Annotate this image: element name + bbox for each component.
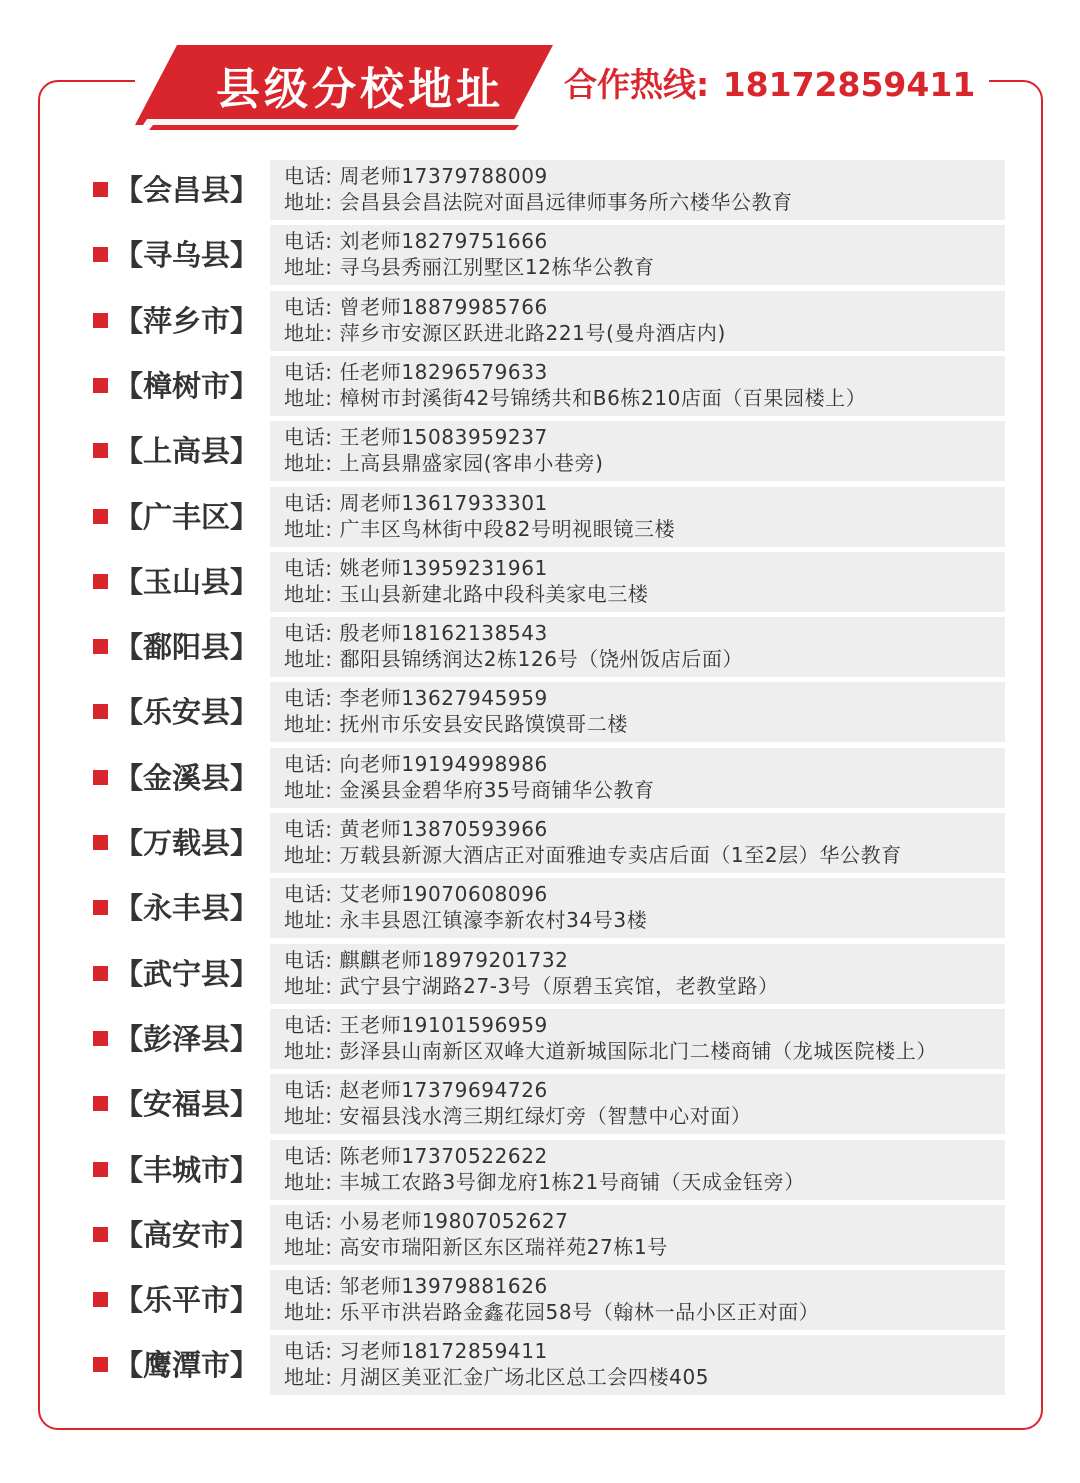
- phone-label: 电话:: [284, 164, 333, 188]
- phone-label: 电话:: [284, 295, 333, 319]
- branch-info: [270, 748, 1005, 808]
- list-item: [0, 552, 1080, 612]
- bullet-square-icon: [93, 247, 108, 262]
- title-banner: [135, 45, 565, 130]
- address-label: 地址:: [284, 712, 333, 736]
- county-name: 【高安市】: [114, 1218, 260, 1252]
- county-name: 【樟树市】: [114, 369, 260, 403]
- list-item: [0, 1205, 1080, 1265]
- address-value: 月湖区美亚汇金广场北区总工会四楼405: [339, 1365, 710, 1389]
- county-name: 【寻乌县】: [114, 238, 260, 272]
- county-name: 【乐平市】: [114, 1283, 260, 1317]
- address-line: [284, 1234, 1005, 1260]
- phone-line: [284, 490, 1005, 516]
- phone-label: 电话:: [284, 556, 333, 580]
- phone-line: [284, 1273, 1005, 1299]
- list-item: [0, 1335, 1080, 1395]
- address-line: [284, 581, 1005, 607]
- bullet-square-icon: [93, 1227, 108, 1242]
- county-name: 【乐安县】: [114, 695, 260, 729]
- branch-info: [270, 421, 1005, 481]
- address-label: 地址:: [284, 647, 333, 671]
- phone-label: 电话:: [284, 229, 333, 253]
- phone-line: [284, 359, 1005, 385]
- phone-value[interactable]: 向老师19194998986: [339, 752, 548, 776]
- list-item: [0, 356, 1080, 416]
- branch-info: [270, 487, 1005, 547]
- phone-line: [284, 947, 1005, 973]
- list-item: [0, 1009, 1080, 1069]
- address-label: 地址:: [284, 778, 333, 802]
- county-name: 【上高县】: [114, 434, 260, 468]
- phone-line: [284, 1012, 1005, 1038]
- bullet-square-icon: [93, 443, 108, 458]
- branch-info: [270, 682, 1005, 742]
- address-line: [284, 1364, 1005, 1390]
- bullet-square-icon: [93, 1096, 108, 1111]
- address-line: [284, 1299, 1005, 1325]
- hotline-number[interactable]: 18172859411: [722, 65, 976, 104]
- list-item: [0, 1140, 1080, 1200]
- address-label: 地址:: [284, 1170, 333, 1194]
- address-line: [284, 385, 1005, 411]
- phone-value[interactable]: 陈老师17370522622: [339, 1144, 548, 1168]
- address-label: 地址:: [284, 1235, 333, 1259]
- address-value: 乐平市洪岩路金鑫花园58号（翰林一品小区正对面）: [339, 1300, 820, 1324]
- phone-line: [284, 1338, 1005, 1364]
- phone-value[interactable]: 王老师15083959237: [339, 425, 548, 449]
- branch-info: [270, 813, 1005, 873]
- address-label: 地址:: [284, 1104, 333, 1128]
- branch-info: [270, 617, 1005, 677]
- list-item: [0, 291, 1080, 351]
- address-value: 彭泽县山南新区双峰大道新城国际北门二楼商铺（龙城医院楼上）: [339, 1039, 937, 1063]
- phone-line: [284, 1077, 1005, 1103]
- bullet-square-icon: [93, 704, 108, 719]
- bullet-square-icon: [93, 378, 108, 393]
- phone-value[interactable]: 王老师19101596959: [339, 1013, 548, 1037]
- address-line: [284, 516, 1005, 542]
- phone-value[interactable]: 习老师18172859411: [339, 1339, 548, 1363]
- list-item: [0, 225, 1080, 285]
- phone-value[interactable]: 刘老师18279751666: [339, 229, 548, 253]
- phone-value[interactable]: 周老师13617933301: [339, 491, 548, 515]
- address-line: [284, 1169, 1005, 1195]
- phone-line: [284, 881, 1005, 907]
- address-label: 地址:: [284, 451, 333, 475]
- county-name: 【金溪县】: [114, 761, 260, 795]
- branch-info: [270, 225, 1005, 285]
- branch-info: [270, 944, 1005, 1004]
- county-name: 【鹰潭市】: [114, 1348, 260, 1382]
- phone-line: [284, 620, 1005, 646]
- hotline: [550, 58, 989, 112]
- phone-label: 电话:: [284, 1274, 333, 1298]
- address-label: 地址:: [284, 974, 333, 998]
- phone-value[interactable]: 殷老师18162138543: [339, 621, 548, 645]
- address-line: [284, 1103, 1005, 1129]
- county-name: 【鄱阳县】: [114, 630, 260, 664]
- address-label: 地址:: [284, 1300, 333, 1324]
- address-value: 金溪县金碧华府35号商铺华公教育: [339, 778, 655, 802]
- list-item: [0, 748, 1080, 808]
- county-name: 【安福县】: [114, 1087, 260, 1121]
- phone-label: 电话:: [284, 1144, 333, 1168]
- address-line: [284, 254, 1005, 280]
- branch-info: [270, 1140, 1005, 1200]
- bullet-square-icon: [93, 966, 108, 981]
- bullet-square-icon: [93, 313, 108, 328]
- address-value: 永丰县恩江镇濠李新农村34号3楼: [339, 908, 648, 932]
- phone-label: 电话:: [284, 425, 333, 449]
- phone-label: 电话:: [284, 621, 333, 645]
- address-line: [284, 646, 1005, 672]
- address-value: 玉山县新建北路中段科美家电三楼: [339, 582, 649, 606]
- county-name: 【会昌县】: [114, 173, 260, 207]
- list-item: [0, 682, 1080, 742]
- branch-info: [270, 552, 1005, 612]
- address-value: 万载县新源大酒店正对面雅迪专卖店后面（1至2层）华公教育: [339, 843, 902, 867]
- phone-value[interactable]: 曾老师18879985766: [339, 295, 548, 319]
- phone-line: [284, 685, 1005, 711]
- hotline-label: 合作热线:: [564, 65, 710, 104]
- phone-value[interactable]: 黄老师13870593966: [339, 817, 548, 841]
- list-item: [0, 487, 1080, 547]
- bullet-square-icon: [93, 509, 108, 524]
- address-line: [284, 1038, 1005, 1064]
- address-value: 樟树市封溪街42号锦绣共和B6栋210店面（百果园楼上）: [339, 386, 867, 410]
- address-label: 地址:: [284, 843, 333, 867]
- address-value: 萍乡市安源区跃进北路221号(曼舟酒店内): [339, 321, 726, 345]
- phone-value[interactable]: 小易老师19807052627: [339, 1209, 569, 1233]
- address-value: 会昌县会昌法院对面昌远律师事务所六楼华公教育: [339, 190, 793, 214]
- address-label: 地址:: [284, 321, 333, 345]
- list-item: [0, 944, 1080, 1004]
- phone-label: 电话:: [284, 882, 333, 906]
- address-value: 上高县鼎盛家园(客串小巷旁): [339, 451, 604, 475]
- address-label: 地址:: [284, 908, 333, 932]
- address-value: 鄱阳县锦绣润达2栋126号（饶州饭店后面）: [339, 647, 744, 671]
- address-value: 寻乌县秀丽江别墅区12栋华公教育: [339, 255, 655, 279]
- bullet-square-icon: [93, 182, 108, 197]
- address-line: [284, 450, 1005, 476]
- branch-info: [270, 1270, 1005, 1330]
- branch-info: [270, 1009, 1005, 1069]
- address-value: 高安市瑞阳新区东区瑞祥苑27栋1号: [339, 1235, 668, 1259]
- phone-value[interactable]: 赵老师17379694726: [339, 1078, 548, 1102]
- address-value: 抚州市乐安县安民路馍馍哥二楼: [339, 712, 628, 736]
- phone-line: [284, 163, 1005, 189]
- address-value: 丰城工农路3号御龙府1栋21号商铺（天成金钰旁）: [339, 1170, 805, 1194]
- phone-value[interactable]: 麒麒老师18979201732: [339, 948, 569, 972]
- phone-value[interactable]: 姚老师13959231961: [339, 556, 548, 580]
- address-label: 地址:: [284, 582, 333, 606]
- branch-info: [270, 356, 1005, 416]
- address-value: 安福县浅水湾三期红绿灯旁（智慧中心对面）: [339, 1104, 752, 1128]
- bullet-square-icon: [93, 835, 108, 850]
- bullet-square-icon: [93, 900, 108, 915]
- county-name: 【广丰区】: [114, 500, 260, 534]
- bullet-square-icon: [93, 1357, 108, 1372]
- list-item: [0, 617, 1080, 677]
- county-name: 【万载县】: [114, 826, 260, 860]
- county-name: 【玉山县】: [114, 565, 260, 599]
- bullet-square-icon: [93, 574, 108, 589]
- address-label: 地址:: [284, 190, 333, 214]
- branch-info: [270, 1205, 1005, 1265]
- list-item: [0, 1270, 1080, 1330]
- phone-label: 电话:: [284, 817, 333, 841]
- county-name: 【武宁县】: [114, 957, 260, 991]
- phone-line: [284, 751, 1005, 777]
- branch-info: [270, 160, 1005, 220]
- branch-info: [270, 1074, 1005, 1134]
- phone-line: [284, 1208, 1005, 1234]
- list-item: [0, 878, 1080, 938]
- phone-line: [284, 424, 1005, 450]
- bullet-square-icon: [93, 770, 108, 785]
- bullet-square-icon: [93, 1162, 108, 1177]
- phone-line: [284, 816, 1005, 842]
- address-line: [284, 842, 1005, 868]
- phone-label: 电话:: [284, 1078, 333, 1102]
- phone-value[interactable]: 艾老师19070608096: [339, 882, 548, 906]
- address-value: 广丰区鸟林街中段82号明视眼镜三楼: [339, 517, 676, 541]
- branch-info: [270, 1335, 1005, 1395]
- phone-label: 电话:: [284, 1339, 333, 1363]
- page-title: 县级分校地址: [216, 64, 504, 115]
- phone-label: 电话:: [284, 1013, 333, 1037]
- phone-value[interactable]: 邹老师13979881626: [339, 1274, 548, 1298]
- branch-info: [270, 878, 1005, 938]
- address-label: 地址:: [284, 517, 333, 541]
- phone-label: 电话:: [284, 360, 333, 384]
- bullet-square-icon: [93, 1292, 108, 1307]
- address-line: [284, 711, 1005, 737]
- bullet-square-icon: [93, 639, 108, 654]
- address-label: 地址:: [284, 1039, 333, 1063]
- address-line: [284, 973, 1005, 999]
- branch-info: [270, 291, 1005, 351]
- address-label: 地址:: [284, 255, 333, 279]
- list-item: [0, 160, 1080, 220]
- address-line: [284, 320, 1005, 346]
- phone-value[interactable]: 李老师13627945959: [339, 686, 548, 710]
- phone-label: 电话:: [284, 491, 333, 515]
- list-item: [0, 421, 1080, 481]
- phone-label: 电话:: [284, 752, 333, 776]
- bullet-square-icon: [93, 1031, 108, 1046]
- county-name: 【丰城市】: [114, 1153, 260, 1187]
- phone-label: 电话:: [284, 686, 333, 710]
- phone-line: [284, 555, 1005, 581]
- county-name: 【永丰县】: [114, 891, 260, 925]
- address-label: 地址:: [284, 386, 333, 410]
- phone-line: [284, 1143, 1005, 1169]
- county-name: 【彭泽县】: [114, 1022, 260, 1056]
- list-item: [0, 813, 1080, 873]
- address-line: [284, 907, 1005, 933]
- phone-label: 电话:: [284, 1209, 333, 1233]
- address-line: [284, 189, 1005, 215]
- phone-label: 电话:: [284, 948, 333, 972]
- phone-line: [284, 228, 1005, 254]
- county-name: 【萍乡市】: [114, 304, 260, 338]
- phone-line: [284, 294, 1005, 320]
- list-item: [0, 1074, 1080, 1134]
- address-label: 地址:: [284, 1365, 333, 1389]
- address-value: 武宁县宁湖路27-3号（原碧玉宾馆，老教堂路）: [339, 974, 779, 998]
- address-line: [284, 777, 1005, 803]
- phone-value[interactable]: 周老师17379788009: [339, 164, 548, 188]
- phone-value[interactable]: 任老师18296579633: [339, 360, 548, 384]
